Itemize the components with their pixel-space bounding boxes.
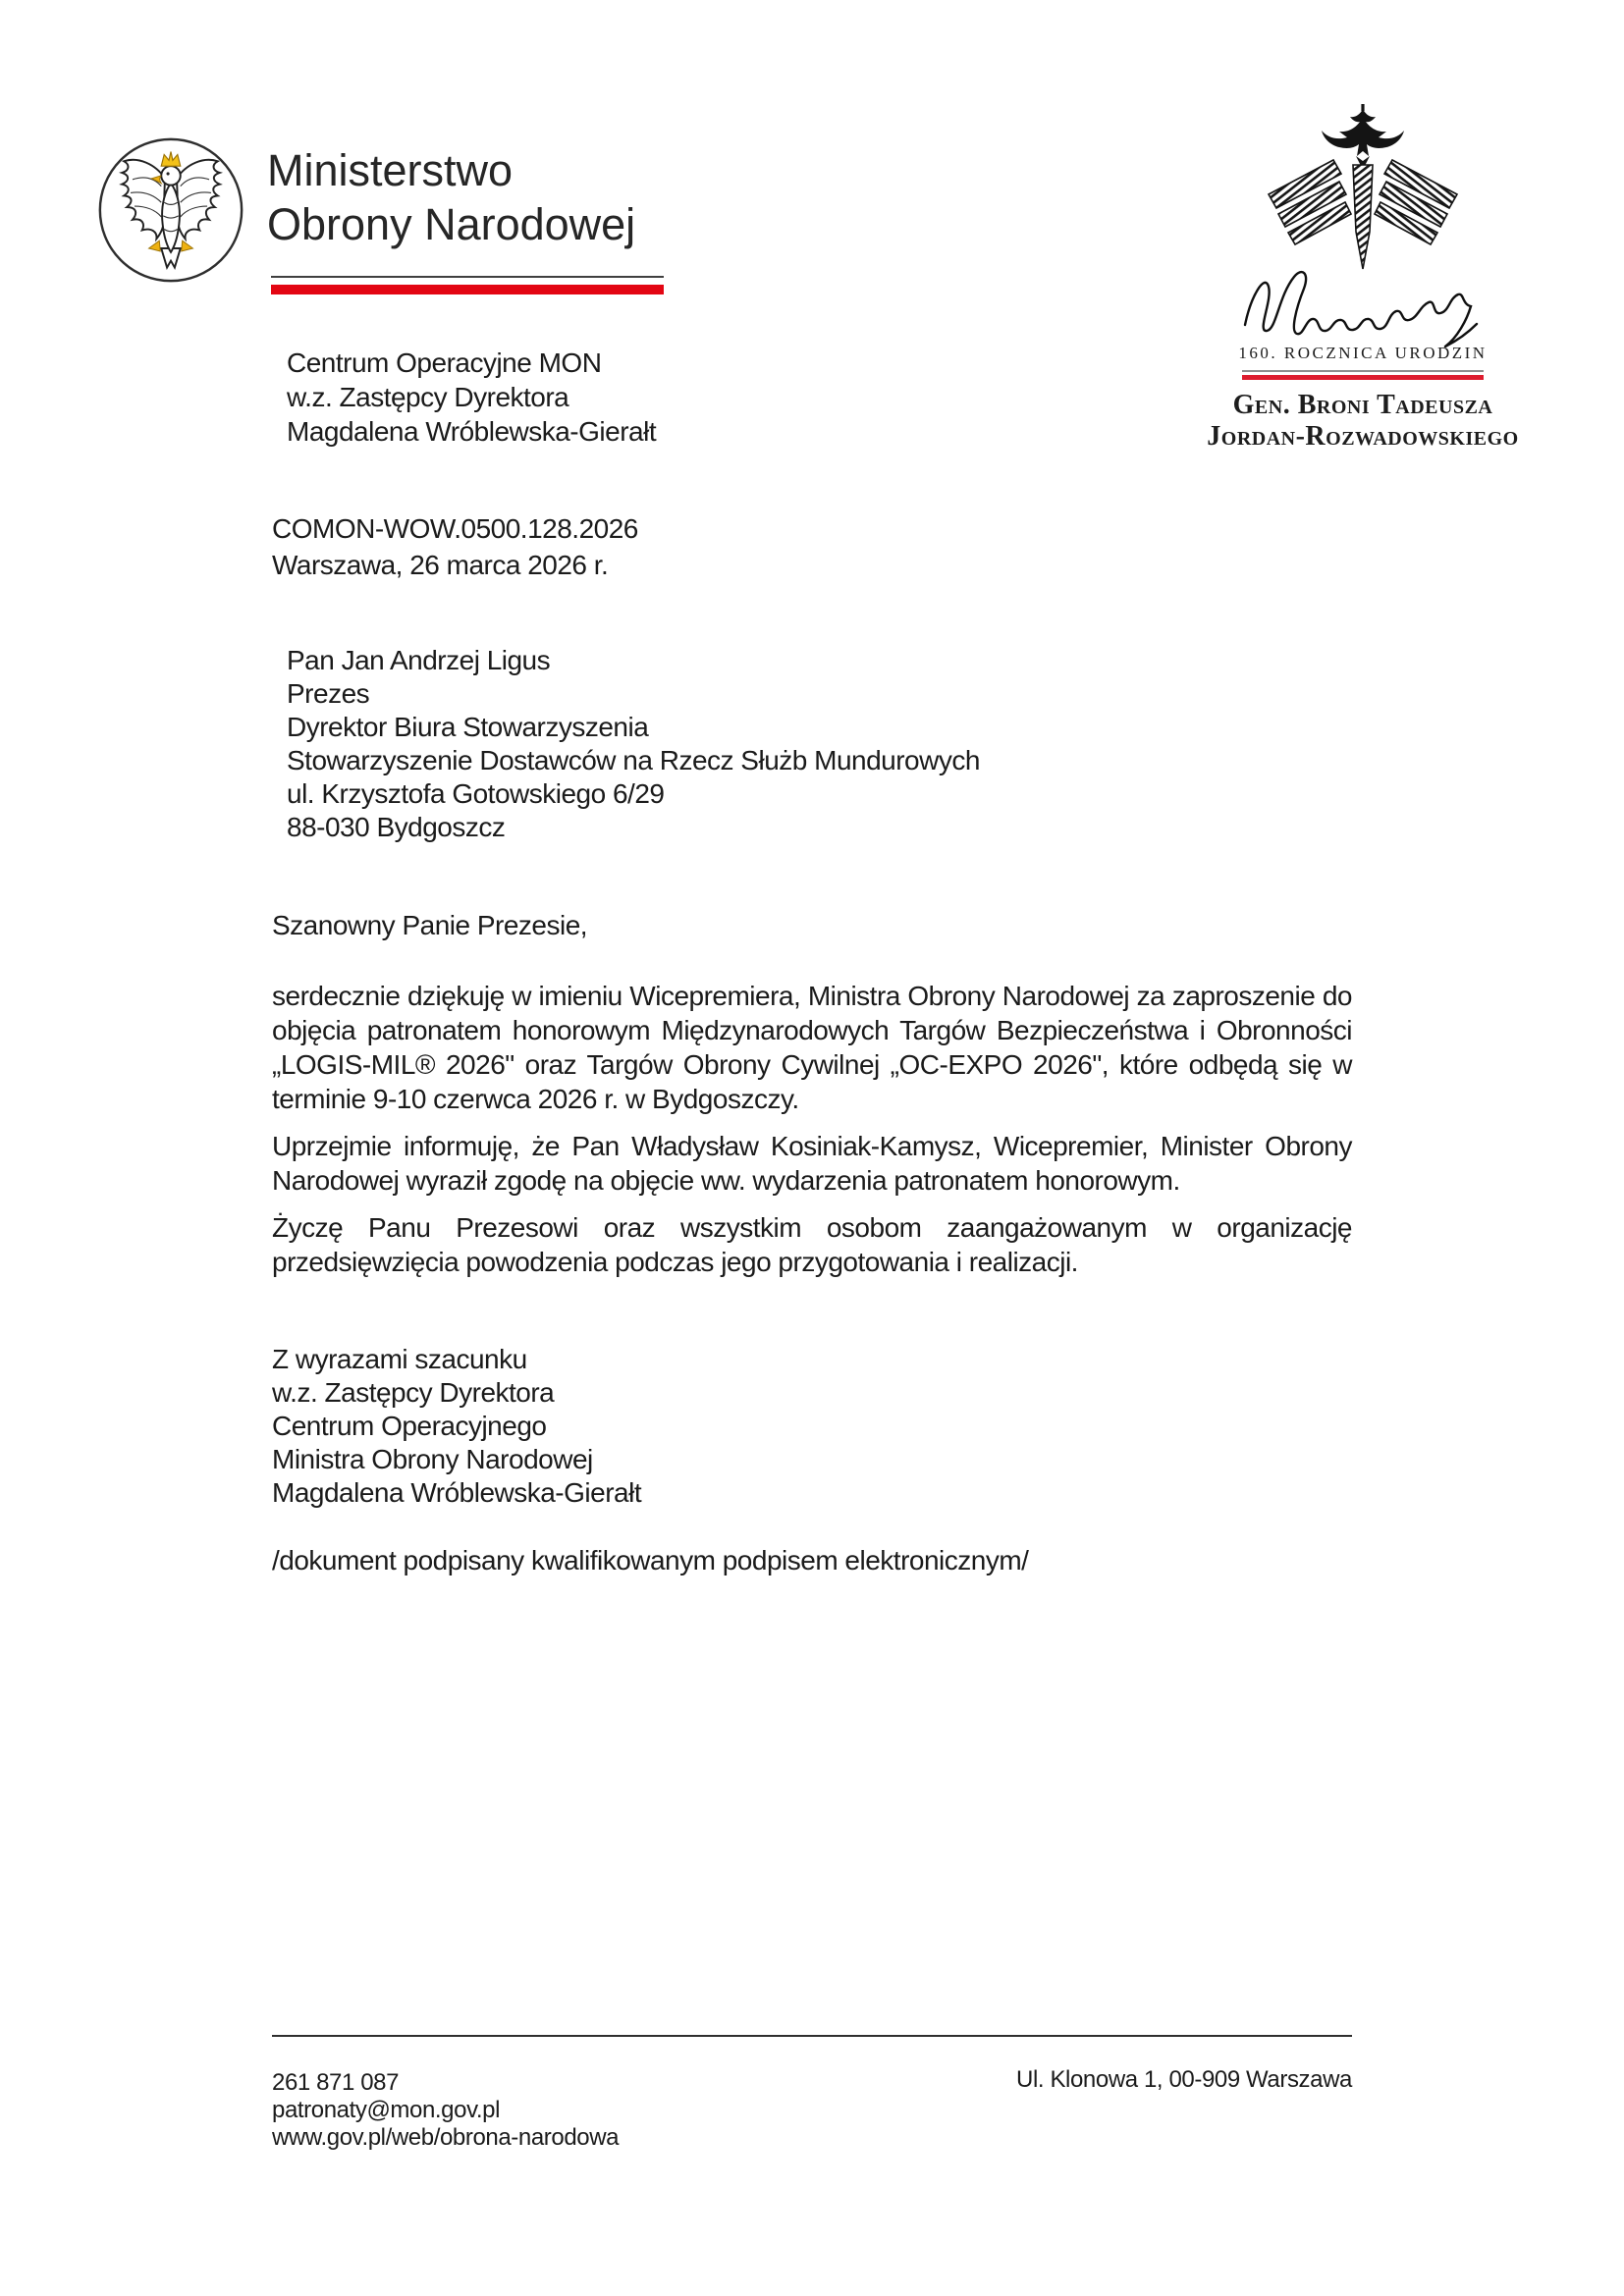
footer-phone: 261 871 087: [272, 2069, 400, 2096]
brand-divider-thin: [271, 276, 664, 278]
eagle-icon: [94, 132, 247, 289]
brand-divider-red: [271, 285, 664, 294]
sender-line-3: Magdalena Wróblewska-Gierałt: [287, 416, 657, 447]
closing-line-2: w.z. Zastępcy Dyrektora: [272, 1377, 555, 1408]
recipient-line-5: ul. Krzysztofa Gotowskiego 6/29: [287, 778, 665, 809]
footer-divider: [272, 2035, 1352, 2037]
closing-line-4: Ministra Obrony Narodowej: [272, 1444, 593, 1474]
signature-stroke: [1245, 272, 1477, 347]
letter-body: [272, 979, 1352, 1292]
esignature-note: /dokument podpisany kwalifikowanym podpisem elektronicznym/: [272, 1545, 1029, 1575]
footer-website: www.gov.pl/web/obrona-narodowa: [272, 2124, 620, 2151]
reference-block: [272, 510, 638, 583]
paragraph-2: Uprzejmie informuję, że Pan Władysław Kosiniak-Kamysz, Wicepremier, Minister Obrony Narodowej wyraził zgodę na objęcie ww. wydarzenia patronatem honorowym.: [272, 1131, 1352, 1196]
recipient-line-1: Pan Jan Andrzej Ligus: [287, 645, 551, 675]
footer-address: Ul. Klonowa 1, 00-909 Warszawa: [1016, 2066, 1352, 2093]
anniversary-emblem: [1193, 104, 1533, 453]
recipient-line-3: Dyrektor Biura Stowarzyszenia: [287, 712, 649, 742]
footer-contact: [272, 2069, 619, 2152]
closing-block: [272, 1343, 641, 1510]
recipient-line-2: Prezes: [287, 678, 370, 709]
salutation: Szanowny Panie Prezesie,: [272, 910, 588, 940]
ministry-brand: [267, 143, 635, 251]
sender-line-1: Centrum Operacyjne MON: [287, 347, 602, 378]
flag-divider: [1242, 370, 1484, 382]
recipient-line-6: 88-030 Bydgoszcz: [287, 812, 506, 842]
anniversary-label: 160. ROCZNICA URODZIN: [1238, 344, 1488, 362]
sender-block: [287, 346, 656, 449]
place-and-date: Warszawa, 26 marca 2026 r.: [272, 550, 609, 580]
paragraph-1: serdecznie dziękuję w imieniu Wicepremiera, Ministra Obrony Narodowej za zaproszenie do objęcia patronatem honorowym Międzynarodowych Targów Bezpieczeństwa i Obronności „LOGIS-MIL® 2026" oraz Targów Obrony Cywilnej „OC-EXPO 2026", które odbędą się w terminie 9-10 czerwca 2026 r. w Bydgoszczy.: [272, 981, 1352, 1114]
mon-eagle-logo: [94, 132, 247, 289]
brand-line1: Ministerstwo: [267, 145, 514, 195]
brand-line2: Obrony Narodowej: [267, 199, 636, 249]
sender-line-2: w.z. Zastępcy Dyrektora: [287, 382, 569, 412]
closing-line-5: Magdalena Wróblewska-Gierałt: [272, 1477, 642, 1508]
general-name-line1: Gen. Broni Tadeusza: [1232, 390, 1493, 420]
footer-email: patronaty@mon.gov.pl: [272, 2097, 501, 2123]
general-name-line2: Jordan-Rozwadowskiego: [1207, 421, 1519, 452]
closing-line-3: Centrum Operacyjnego: [272, 1411, 547, 1441]
recipient-line-4: Stowarzyszenie Dostawców na Rzecz Służb Mundurowych: [287, 745, 980, 775]
reference-number: COMON-WOW.0500.128.2026: [272, 513, 638, 544]
rozwadowski-emblem-icon: [1235, 104, 1490, 357]
paragraph-3: Życzę Panu Prezesowi oraz wszystkim osobom zaangażowanym w organizację przedsięwzięcia powodzenia podczas jego przygotowania i realizacji.: [272, 1212, 1352, 1277]
closing-line-1: Z wyrazami szacunku: [272, 1344, 527, 1374]
recipient-block: [287, 644, 980, 844]
emblem-wings: [1269, 160, 1457, 269]
